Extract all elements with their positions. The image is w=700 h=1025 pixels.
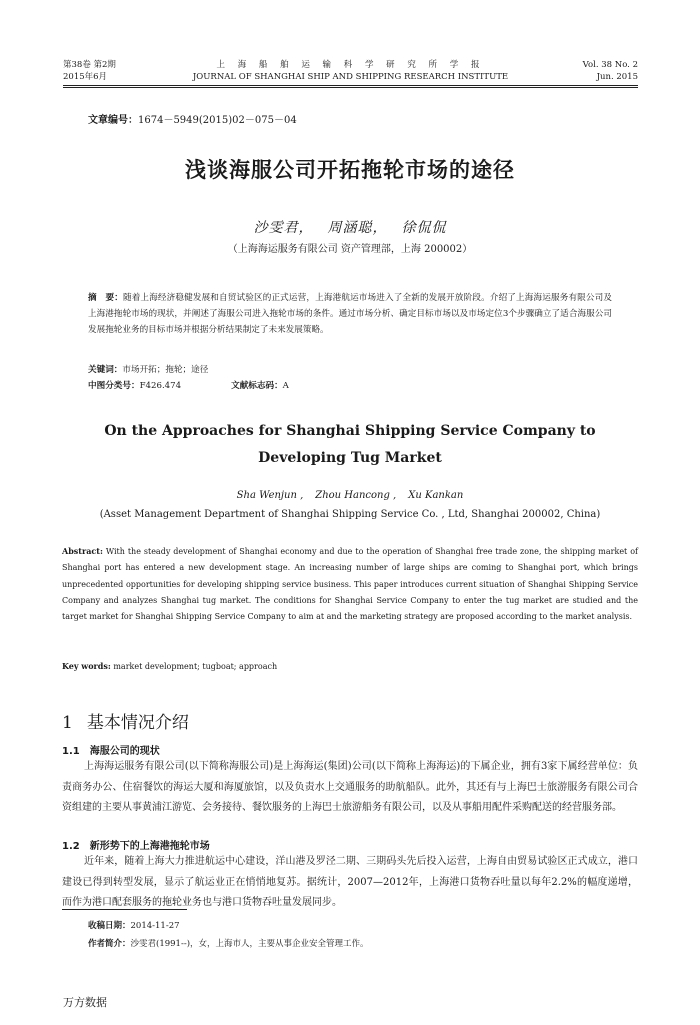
header-center: [63, 59, 638, 83]
header-right: [583, 59, 638, 83]
received-date: 2014-11-27: [130, 921, 180, 931]
footnote-author: [88, 937, 369, 949]
keywords-cn-text: 市场开拓；拖轮；途径: [122, 365, 209, 375]
date-en: Jun. 2015: [596, 72, 638, 82]
footnote-rule: [62, 909, 187, 910]
author-en-2: Zhou Hancong ,: [315, 490, 397, 501]
doc-code-value: A: [282, 381, 289, 391]
abstract-cn-text: 随着上海经济稳健发展和自贸试验区的正式运营，上海港航运市场进入了全新的发展开放阶段。介绍了上海海运服务有限公司及上海港拖轮市场的现状，并阐述了海服公司进入拖轮市场的条件。通过市场分析、确定目标市场以及市场定位3个步骤确立了适合海服公司发展拖轮业务的目标市场并根据分析结果制定了未来发展策略。: [88, 293, 612, 335]
abstract-cn: [88, 290, 612, 338]
journal-header: [63, 59, 638, 83]
header-rule-top: [63, 85, 638, 86]
abstract-en-label: Abstract:: [62, 546, 103, 556]
subsection-heading-1-1: [62, 742, 160, 757]
subsection-title: 海服公司的现状: [89, 746, 160, 757]
article-number-label: 文章编号：: [88, 115, 138, 126]
date-cn: 2015年6月: [63, 72, 108, 82]
doc-code-label: 文献标志码：: [231, 381, 283, 391]
journal-name-cn: 上 海 船 舶 运 输 科 学 研 究 所 学 报: [216, 60, 485, 70]
subsection-number: 1.1: [62, 746, 80, 757]
abstract-en-text: With the steady development of Shanghai economy and due to the operation of Shanghai free trade zone, the shipping market of Shanghai port has entered a new development stage. An increasing number of large ships are coming to Shanghai port, which brings unprecedented opportunities for developing shipping service business. This paper introduces current situation of Shanghai Shipping Service Company and analyzes Shanghai tug market. The conditions for Shanghai Service Company to enter the tug market are studied and the target market for Shanghai Shipping Service Company to aim at and the marketing strategy are proposed according to the market analysis.: [62, 547, 639, 622]
author-cn-3: 徐侃侃: [401, 220, 447, 236]
received-label: 收稿日期：: [88, 921, 131, 931]
subsection-heading-1-2: [62, 837, 210, 852]
keywords-en-text: market development; tugboat; approach: [113, 662, 278, 671]
volume-cn: 第38卷 第2期: [63, 60, 116, 70]
author-en-1: Sha Wenjun ,: [236, 490, 304, 501]
author-cn-1: 沙雯君，: [253, 220, 314, 236]
keywords-cn-block: [88, 362, 612, 394]
affiliation-cn: （上海海运服务有限公司 资产管理部，上海 200002）: [227, 244, 473, 255]
affiliation-en: (Asset Management Department of Shanghai Shipping Service Co. , Ltd, Shanghai 200002, China): [99, 509, 601, 520]
subsection-number: 1.2: [62, 841, 80, 852]
keywords-en-label: Key words:: [62, 661, 111, 671]
author-cn-2: 周涵聪，: [327, 220, 388, 236]
subsection-title: 新形势下的上海港拖轮市场: [89, 841, 210, 852]
author-en-3: Xu Kankan: [408, 490, 464, 501]
volume-en: Vol. 38 No. 2: [582, 60, 638, 70]
keywords-cn: [88, 362, 612, 378]
section-heading: [62, 708, 189, 733]
authors-en: [0, 490, 700, 501]
journal-name-en: JOURNAL OF SHANGHAI SHIP AND SHIPPING RESEARCH INSTITUTE: [192, 72, 509, 82]
classification-value: F426.474: [139, 381, 182, 391]
author-bio-label: 作者简介：: [88, 939, 131, 949]
author-bio: 沙雯君(1991--)，女，上海市人，主要从事企业安全管理工作。: [130, 939, 369, 949]
paragraph-1-1: 上海海运服务有限公司(以下简称海服公司)是上海海运(集团)公司(以下简称上海海运)的下属企业，拥有3家下属经营单位：负责商务办公、住宿餐饮的海运大厦和海厦旅馆，以及负责水上交通服务的助航船队。此外，其还有与上海巴士旅游服务有限公司合资组建的主要从事黄浦江游览、会务接待、餐饮服务的上海巴士旅游船务有限公司，以及从事船用配件采购配送的经营服务部。: [62, 761, 638, 813]
article-number: [88, 111, 297, 126]
header-rule-bottom: [63, 87, 638, 88]
abstract-en: [62, 543, 638, 625]
keywords-cn-label: 关键词：: [88, 365, 123, 375]
title-en: On the Approaches for Shanghai Shipping Service Company to Developing Tug Market: [104, 423, 596, 466]
footnote-received: [88, 919, 180, 931]
section-number: 1: [62, 713, 73, 733]
watermark-footer: 万方数据: [63, 996, 107, 1009]
paragraph-1-2: 近年来，随着上海大力推进航运中心建设，洋山港及罗泾二期、三期码头先后投入运营，上海自由贸易试验区正式成立，港口建设已得到转型发展，显示了航运业正在悄悄地复苏。据统计，2007—2012年，上海港口货物吞吐量以每年2.2%的幅度递增，而作为港口配套服务的拖轮业务也与港口货物吞吐量发展同步。: [62, 856, 638, 908]
classification-label: 中图分类号：: [88, 381, 140, 391]
keywords-en: [62, 658, 638, 675]
classification: [88, 378, 612, 394]
article-number-value: 1674－5949(2015)02－075－04: [138, 115, 297, 126]
title-cn: 浅谈海服公司开拓拖轮市场的途径: [185, 158, 515, 182]
section-title: 基本情况介绍: [86, 713, 189, 733]
abstract-cn-label: 摘 要：: [88, 293, 123, 303]
authors-cn: [0, 217, 700, 237]
